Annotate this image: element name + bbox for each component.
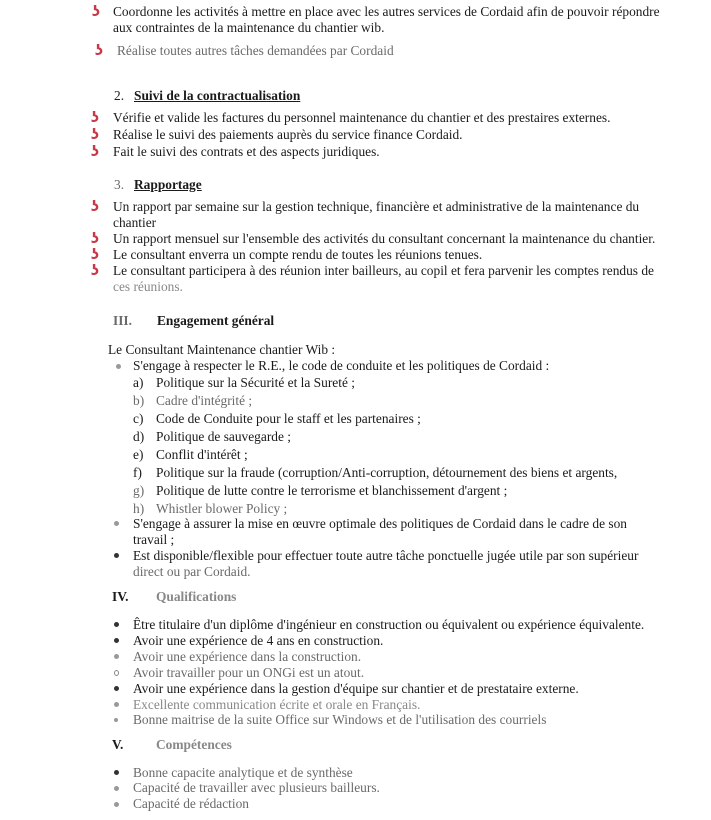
section-number: V. [112, 737, 124, 752]
subsection-title: Rapportage [134, 177, 202, 192]
policy-text: Cadre d'intégrité ; [156, 393, 253, 408]
bullet-icon [114, 622, 119, 627]
red-arrow-bullet-icon: ʖ [91, 110, 100, 126]
list-item-text: Réalise le suivi des paiements auprès du service finance Cordaid. [113, 127, 463, 142]
red-arrow-bullet-icon: ʖ [91, 231, 100, 247]
list-item-text: direct ou par Cordaid. [133, 564, 251, 579]
section-number: IV. [112, 589, 129, 604]
subsection-number: 2. [114, 88, 125, 103]
section-number: III. [113, 313, 132, 328]
list-item-text: Bonne capacite analytique et de synthèse [133, 765, 353, 780]
bullet-icon [114, 686, 119, 691]
policy-text: Code de Conduite pour le staff et les partenaires ; [156, 411, 421, 426]
list-item-text: Est disponible/flexible pour effectuer toute autre tâche ponctuelle jugée utile par son supérieur [133, 548, 639, 563]
section-title: Compétences [156, 737, 232, 752]
list-item-text: Un rapport par semaine sur la gestion technique, financière et administrative de la maintenance du [113, 199, 640, 214]
red-arrow-bullet-icon: ʖ [91, 263, 100, 279]
red-arrow-bullet-icon: ʖ [91, 247, 100, 263]
list-item-text: Avoir travailler pour un ONGi est un atout. [133, 665, 365, 680]
list-item-text: chantier [113, 215, 157, 230]
bullet-icon [114, 802, 119, 807]
bullet-icon [114, 654, 119, 659]
bullet-icon [114, 670, 119, 676]
bullet-icon [114, 638, 119, 643]
policy-text: Conflit d'intérêt ; [156, 447, 248, 462]
subsection-title: Suivi de la contractualisation [134, 88, 301, 103]
bullet-icon [114, 553, 119, 558]
policy-letter: g) [133, 483, 145, 498]
list-item-text: S'engage à assurer la mise en œuvre optimale des politiques de Cordaid dans le cadre de son [133, 516, 627, 531]
policy-letter: h) [133, 501, 145, 516]
red-arrow-bullet-icon: ʖ [92, 4, 101, 20]
policy-letter: c) [133, 411, 144, 426]
policy-letter: a) [133, 375, 144, 390]
red-arrow-bullet-icon: ʖ [91, 144, 100, 160]
red-arrow-bullet-icon: ʖ [91, 127, 100, 143]
policy-text: Politique sur la Sécurité et la Sureté ; [156, 375, 355, 390]
bullet-icon [114, 521, 119, 526]
list-item-text: Capacité de travailler avec plusieurs bailleurs. [133, 780, 380, 795]
list-item-text: Fait le suivi des contrats et des aspects juridiques. [113, 144, 380, 159]
list-item-text: Bonne maitrise de la suite Office sur Windows et de l'utilisation des courriels [133, 712, 547, 727]
bullet-icon [114, 718, 118, 722]
policy-text: Politique sur la fraude (corruption/Anti-corruption, détournement des biens et argents, [156, 465, 618, 480]
list-item-text: Avoir une expérience dans la gestion d'équipe sur chantier et de prestataire externe. [133, 681, 579, 696]
policy-text: Politique de lutte contre le terrorisme et blanchissement d'argent ; [156, 483, 508, 498]
subsection-number: 3. [114, 177, 125, 192]
list-item-text: Vérifie et valide les factures du personnel maintenance du chantier et des prestaires externes. [113, 110, 611, 125]
list-item-text: ces réunions. [113, 279, 183, 294]
list-item-text: Réalise toutes autres tâches demandées par Cordaid [117, 43, 394, 58]
list-item-text: Excellente communication écrite et orale en Français. [133, 697, 421, 712]
list-item-text: aux contraintes de la maintenance du chantier wib. [113, 20, 385, 35]
list-item-text: Être titulaire d'un diplôme d'ingénieur en construction ou équivalent ou expérience équivalente. [133, 617, 645, 632]
list-item-text: Avoir une expérience de 4 ans en construction. [133, 633, 384, 648]
list-item-text: Coordonne les activités à mettre en place avec les autres services de Cordaid afin de pouvoir répondre [113, 4, 660, 19]
policy-letter: b) [133, 393, 145, 408]
bullet-icon [114, 770, 119, 775]
list-item-text: Avoir une expérience dans la construction. [133, 649, 362, 664]
list-item-text: Le consultant participera à des réunion inter bailleurs, au copil et fera parvenir les comptes rendus de [113, 263, 654, 278]
list-item-text: travail ; [133, 532, 175, 547]
red-arrow-bullet-icon: ʖ [95, 43, 104, 59]
list-item-text: Capacité de rédaction [133, 796, 249, 811]
policy-letter: e) [133, 447, 144, 462]
policy-text: Whistler blower Policy ; [156, 501, 288, 516]
bullet-icon [116, 364, 121, 369]
list-item-text: S'engage à respecter le R.E., le code de conduite et les politiques de Cordaid : [133, 358, 550, 373]
red-arrow-bullet-icon: ʖ [91, 199, 100, 215]
list-item-text: Un rapport mensuel sur l'ensemble des activités du consultant concernant la maintenance du chantier. [113, 231, 656, 246]
policy-letter: d) [133, 429, 145, 444]
section-intro: Le Consultant Maintenance chantier Wib : [108, 342, 336, 357]
bullet-icon [114, 786, 119, 791]
policy-text: Politique de sauvegarde ; [156, 429, 291, 444]
section-title: Engagement général [157, 313, 275, 328]
section-title: Qualifications [156, 589, 237, 604]
policy-letter: f) [133, 465, 142, 480]
bullet-icon [114, 702, 119, 707]
list-item-text: Le consultant enverra un compte rendu de toutes les réunions tenues. [113, 247, 483, 262]
